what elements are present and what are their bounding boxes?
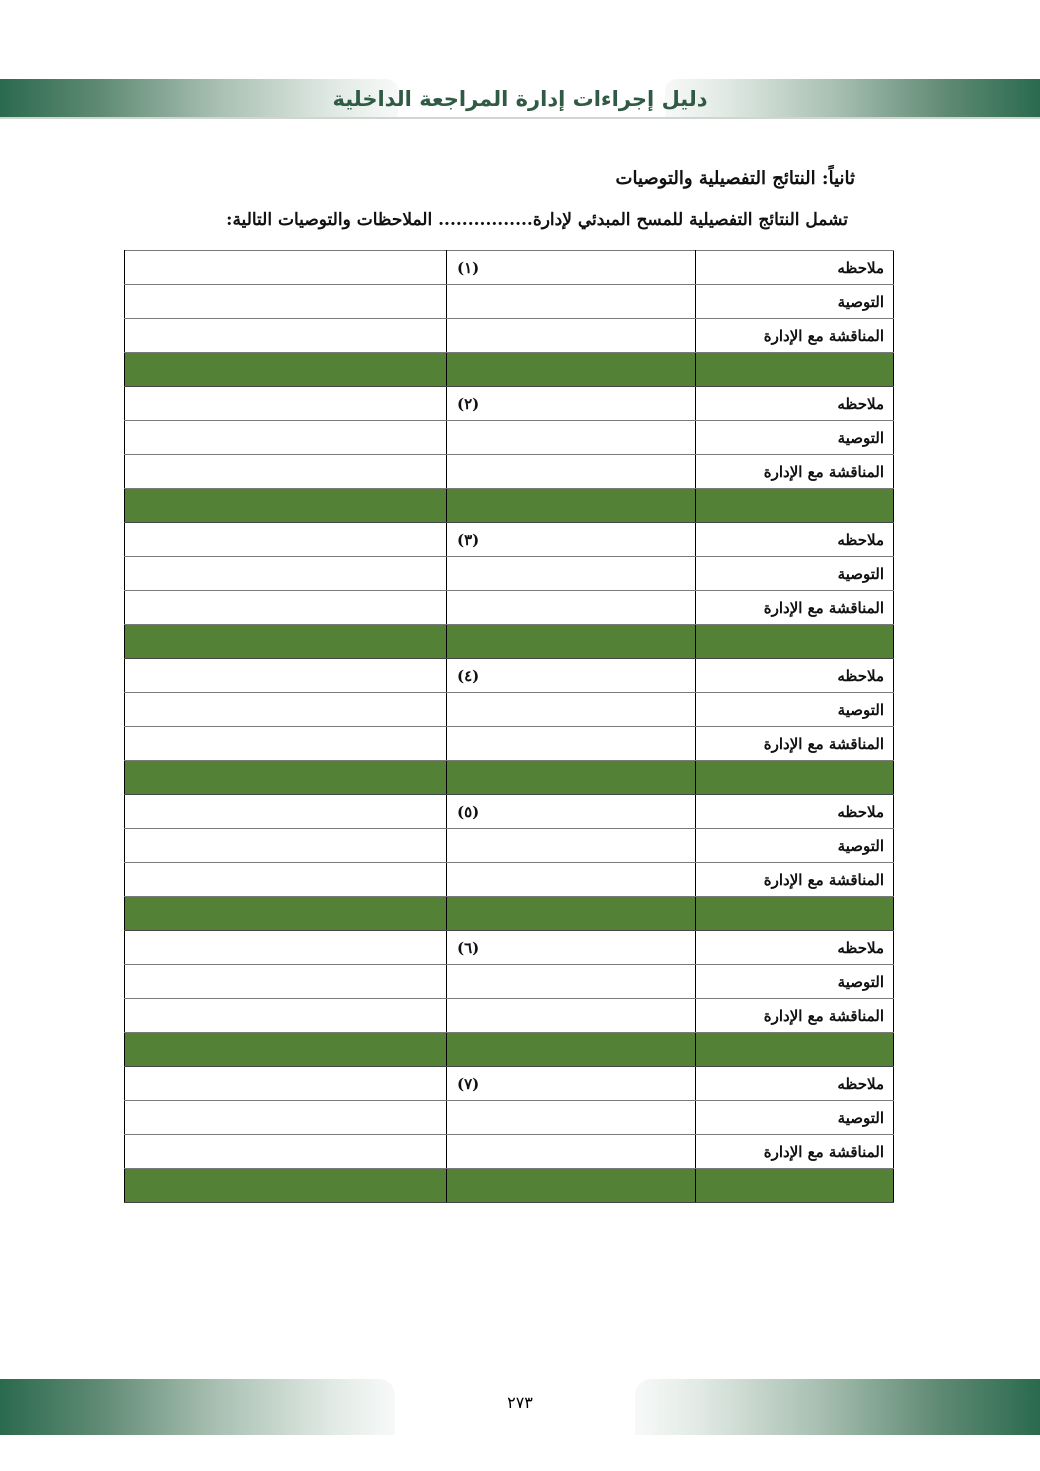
observation-label: ملاحظه — [696, 523, 894, 557]
discussion-label: المناقشة مع الإدارة — [696, 727, 894, 761]
discussion-row — [125, 319, 894, 353]
empty-cell — [447, 557, 696, 591]
footer-band-left — [0, 1379, 395, 1435]
value-cell — [125, 285, 447, 319]
empty-cell — [447, 1101, 696, 1135]
separator-cell — [447, 625, 696, 659]
discussion-label: المناقشة مع الإدارة — [696, 863, 894, 897]
value-cell — [125, 421, 447, 455]
separator-row — [125, 625, 894, 659]
observation-row — [125, 387, 894, 421]
recommendation-row — [125, 421, 894, 455]
separator-cell — [696, 761, 894, 795]
recommendation-label: التوصية — [696, 1101, 894, 1135]
discussion-row — [125, 863, 894, 897]
discussion-label: المناقشة مع الإدارة — [696, 319, 894, 353]
separator-cell — [447, 1033, 696, 1067]
value-cell — [125, 931, 447, 965]
separator-row — [125, 1033, 894, 1067]
value-cell — [125, 387, 447, 421]
recommendation-row — [125, 557, 894, 591]
separator-cell — [125, 761, 447, 795]
observation-row — [125, 251, 894, 285]
empty-cell — [447, 727, 696, 761]
discussion-label: المناقشة مع الإدارة — [696, 591, 894, 625]
observation-label: ملاحظه — [696, 795, 894, 829]
value-cell — [125, 829, 447, 863]
value-cell — [125, 319, 447, 353]
separator-cell — [125, 353, 447, 387]
intro-paragraph: تشمل النتائج التفصيلية للمسح المبدئي لإدارة................ الملاحظات والتوصيات التالية: — [226, 210, 848, 230]
value-cell — [125, 965, 447, 999]
value-cell — [125, 1101, 447, 1135]
item-number: (٢) — [447, 387, 696, 421]
separator-cell — [696, 1033, 894, 1067]
value-cell — [125, 523, 447, 557]
recommendation-row — [125, 1101, 894, 1135]
findings-table — [124, 250, 894, 1203]
recommendation-label: التوصية — [696, 421, 894, 455]
value-cell — [125, 795, 447, 829]
empty-cell — [447, 319, 696, 353]
discussion-row — [125, 1135, 894, 1169]
separator-row — [125, 353, 894, 387]
item-number: (٦) — [447, 931, 696, 965]
observation-label: ملاحظه — [696, 387, 894, 421]
item-number: (١) — [447, 251, 696, 285]
item-number: (٥) — [447, 795, 696, 829]
discussion-row — [125, 999, 894, 1033]
observation-label: ملاحظه — [696, 931, 894, 965]
value-cell — [125, 727, 447, 761]
recommendation-label: التوصية — [696, 965, 894, 999]
empty-cell — [447, 999, 696, 1033]
separator-cell — [125, 625, 447, 659]
value-cell — [125, 1067, 447, 1101]
document-title: دليل إجراءات إدارة المراجعة الداخلية — [332, 87, 708, 111]
empty-cell — [447, 863, 696, 897]
header-divider — [0, 117, 1040, 119]
observation-row — [125, 931, 894, 965]
empty-cell — [447, 591, 696, 625]
separator-cell — [696, 353, 894, 387]
page-number: ٢٧٣ — [507, 1393, 533, 1412]
value-cell — [125, 455, 447, 489]
separator-cell — [447, 897, 696, 931]
separator-row — [125, 1169, 894, 1203]
empty-cell — [447, 693, 696, 727]
separator-cell — [696, 897, 894, 931]
observation-label: ملاحظه — [696, 1067, 894, 1101]
separator-cell — [125, 1033, 447, 1067]
separator-cell — [125, 489, 447, 523]
observation-row — [125, 523, 894, 557]
empty-cell — [447, 285, 696, 319]
value-cell — [125, 659, 447, 693]
value-cell — [125, 557, 447, 591]
observation-row — [125, 795, 894, 829]
discussion-label: المناقشة مع الإدارة — [696, 455, 894, 489]
value-cell — [125, 693, 447, 727]
recommendation-label: التوصية — [696, 829, 894, 863]
recommendation-label: التوصية — [696, 693, 894, 727]
separator-cell — [125, 1169, 447, 1203]
observation-row — [125, 659, 894, 693]
recommendation-row — [125, 829, 894, 863]
section-heading: ثانياً: النتائج التفصيلية والتوصيات — [615, 168, 855, 189]
discussion-row — [125, 727, 894, 761]
separator-cell — [696, 625, 894, 659]
separator-row — [125, 489, 894, 523]
item-number: (٤) — [447, 659, 696, 693]
value-cell — [125, 1135, 447, 1169]
observation-label: ملاحظه — [696, 659, 894, 693]
separator-row — [125, 761, 894, 795]
value-cell — [125, 999, 447, 1033]
separator-cell — [447, 489, 696, 523]
observation-label: ملاحظه — [696, 251, 894, 285]
discussion-label: المناقشة مع الإدارة — [696, 999, 894, 1033]
empty-cell — [447, 829, 696, 863]
empty-cell — [447, 421, 696, 455]
item-number: (٣) — [447, 523, 696, 557]
recommendation-row — [125, 693, 894, 727]
separator-cell — [447, 761, 696, 795]
value-cell — [125, 591, 447, 625]
footer-band-right — [635, 1379, 1040, 1435]
empty-cell — [447, 455, 696, 489]
discussion-row — [125, 591, 894, 625]
recommendation-row — [125, 285, 894, 319]
separator-cell — [125, 897, 447, 931]
separator-cell — [696, 489, 894, 523]
separator-row — [125, 897, 894, 931]
separator-cell — [447, 1169, 696, 1203]
observation-row — [125, 1067, 894, 1101]
discussion-label: المناقشة مع الإدارة — [696, 1135, 894, 1169]
value-cell — [125, 863, 447, 897]
discussion-row — [125, 455, 894, 489]
recommendation-label: التوصية — [696, 285, 894, 319]
separator-cell — [696, 1169, 894, 1203]
value-cell — [125, 251, 447, 285]
item-number: (٧) — [447, 1067, 696, 1101]
empty-cell — [447, 965, 696, 999]
recommendation-label: التوصية — [696, 557, 894, 591]
empty-cell — [447, 1135, 696, 1169]
separator-cell — [447, 353, 696, 387]
recommendation-row — [125, 965, 894, 999]
